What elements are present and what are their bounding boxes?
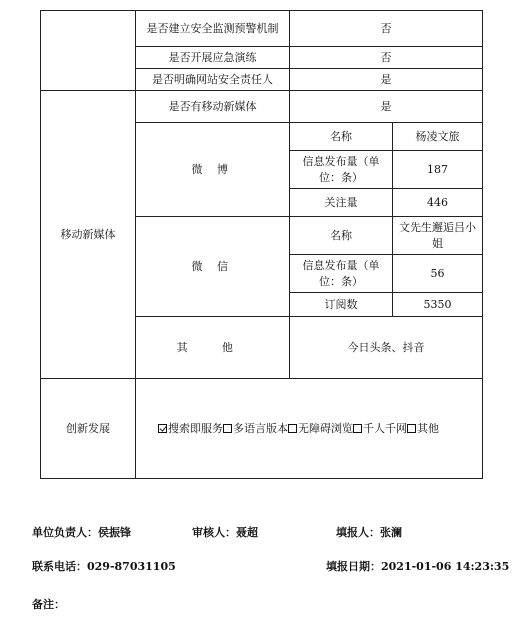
- new-media-section-label: 移动新媒体: [41, 91, 136, 379]
- wechat-posts-value: 56: [393, 255, 483, 293]
- wechat-label: 微 信: [136, 217, 290, 317]
- has-new-media-value: 是: [290, 91, 483, 123]
- weibo-follow-label: 关注量: [290, 189, 393, 217]
- weibo-posts-value: 187: [393, 151, 483, 189]
- contact-phone: 联系电话：029-87031105: [32, 560, 176, 573]
- weibo-name-value: 杨凌文旅: [393, 123, 483, 151]
- filler: 填报人：张澜: [336, 526, 402, 539]
- option-personalized[interactable]: 千人千网: [353, 422, 407, 435]
- drill-label: 是否开展应急演练: [136, 47, 290, 69]
- checkbox-multilingual[interactable]: [223, 424, 232, 433]
- wechat-name-value: 文先生邂逅吕小姐: [393, 217, 483, 255]
- option-accessible[interactable]: 无障碍浏览: [288, 422, 353, 435]
- wechat-name-label: 名称: [290, 217, 393, 255]
- responsible-label: 是否明确网站安全责任人: [136, 69, 290, 91]
- weibo-label: 微 博: [136, 123, 290, 217]
- other-media-label: 其 他: [136, 317, 290, 379]
- has-new-media-label: 是否有移动新媒体: [136, 91, 290, 123]
- innovation-options: [136, 379, 483, 479]
- checkbox-other[interactable]: [407, 424, 416, 433]
- fill-date: 填报日期：2021-01-06 14:23:35: [326, 560, 510, 573]
- weibo-name-label: 名称: [290, 123, 393, 151]
- option-other[interactable]: 其他: [407, 422, 439, 435]
- drill-value: 否: [290, 47, 483, 69]
- wechat-posts-label: 信息发布量（单位：条）: [290, 255, 393, 293]
- monitor-label: 是否建立安全监测预警机制: [136, 11, 290, 47]
- blank-section-cell: [41, 11, 136, 91]
- wechat-subs-value: 5350: [393, 293, 483, 317]
- checkbox-search-service[interactable]: [158, 424, 167, 433]
- report-table: [40, 10, 483, 479]
- responsible-value: 是: [290, 69, 483, 91]
- unit-head: 单位负责人：侯振锋: [32, 526, 131, 539]
- other-media-value: 今日头条、抖音: [290, 317, 483, 379]
- option-multilingual[interactable]: 多语言版本: [223, 422, 288, 435]
- reviewer: 审核人：聂超: [192, 526, 258, 539]
- wechat-subs-label: 订阅数: [290, 293, 393, 317]
- weibo-follow-value: 446: [393, 189, 483, 217]
- monitor-value: 否: [290, 11, 483, 47]
- option-search-service[interactable]: 搜索即服务: [158, 422, 223, 435]
- checkbox-accessible[interactable]: [288, 424, 297, 433]
- remark: 备注：: [32, 598, 65, 611]
- weibo-posts-label: 信息发布量（单位：条）: [290, 151, 393, 189]
- checkbox-personalized[interactable]: [353, 424, 362, 433]
- innovation-label: 创新发展: [41, 379, 136, 479]
